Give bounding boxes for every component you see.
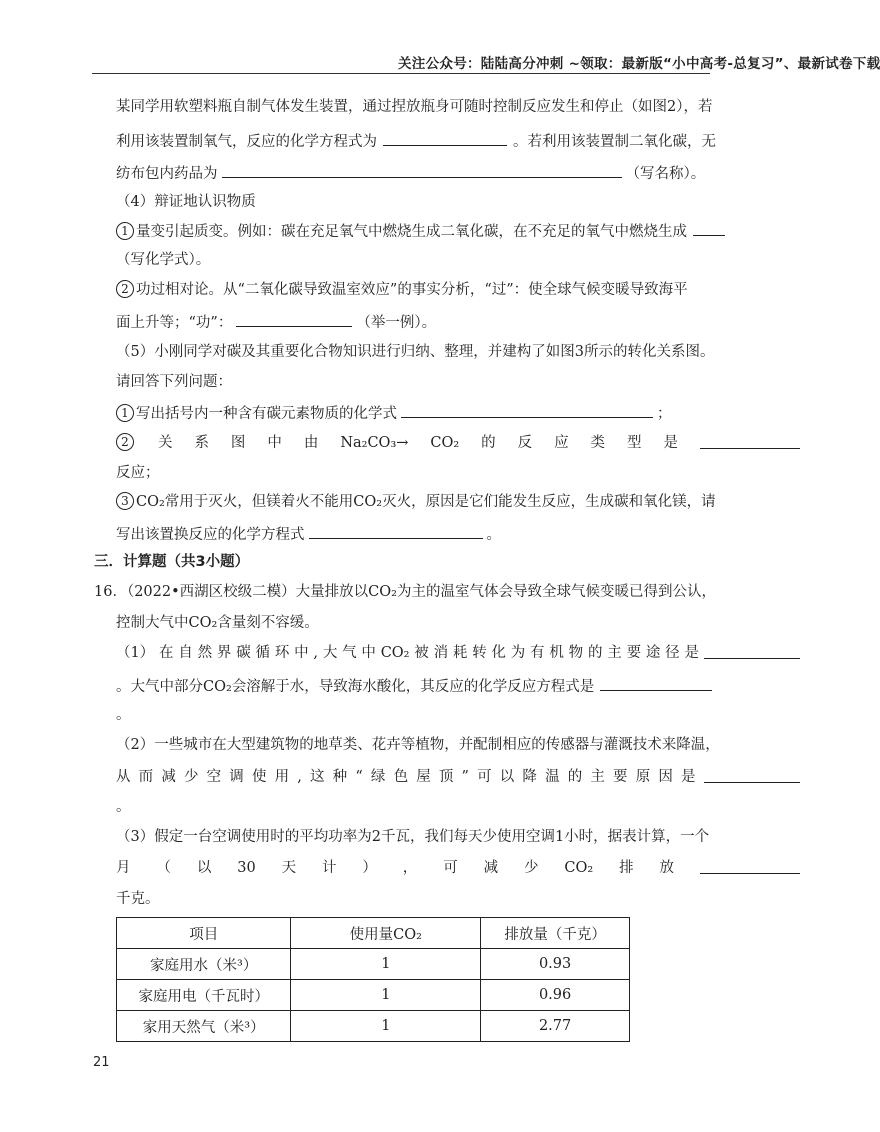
text-line: 3 CO₂常用于灭火，但镁着火不能用CO₂灭火，原因是它们能发生反应，生成碳和氧化镁，请: [116, 492, 716, 512]
table-cell: 2.77: [481, 1011, 630, 1042]
circled-number: 1: [116, 404, 134, 422]
table-header: 项目: [117, 918, 291, 949]
text-line: （2）一些城市在大型建筑物的地草类、花卉等植物，并配制相应的传感器与灌溉技术来降温，: [116, 737, 720, 753]
text-line: 反应；: [116, 465, 160, 481]
text-line: （写化学式）。: [116, 252, 211, 268]
answer-blank[interactable]: [383, 130, 507, 146]
text-line: 从 而 减 少 空 调 使 用 , 这 种 “ 绿 色 屋 顶 ” 可 以 降 温 的 主 要 原 因 是: [116, 767, 800, 787]
page-number: 21: [93, 1055, 110, 1070]
answer-blank[interactable]: [700, 858, 800, 874]
table-header: 使用量CO₂: [291, 918, 481, 949]
text-line: 某同学用软塑料瓶自制气体发生装置，通过捏放瓶身可随时控制反应发生和停止（如图2），若: [116, 99, 713, 115]
answer-blank[interactable]: [700, 433, 800, 449]
text-line: 1 写出括号内一种含有碳元素物质的化学式 ；: [116, 402, 672, 424]
section-title: 三．计算题（共3小题）: [94, 554, 250, 570]
table-cell: 1: [291, 980, 481, 1011]
answer-blank[interactable]: [693, 220, 725, 236]
answer-blank[interactable]: [704, 643, 800, 659]
question-16-stem: 16．（2022•西湖区校级二模）大量排放以CO₂为主的温室气体会导致全球气候变暖已得到公认，: [94, 584, 716, 600]
answer-blank[interactable]: [704, 767, 800, 783]
table-header-row: [117, 918, 630, 949]
text-line: 控制大气中CO₂含量刻不容缓。: [116, 615, 319, 631]
answer-blank[interactable]: [309, 523, 483, 539]
text-line: 月 （ 以 30 天 计 ） ， 可 减 少 CO₂ 排 放: [116, 858, 800, 878]
header-divider: [92, 73, 710, 74]
emission-table: [116, 917, 630, 1042]
text-line: 2 关 系 图 中 由 Na₂CO₃→ CO₂ 的 反 应 类 型 是: [116, 433, 800, 453]
text-line: 。: [116, 707, 131, 723]
text-line: 1 量变引起质变。例如：碳在充足氧气中燃烧生成二氧化碳，在不充足的氧气中燃烧生成: [116, 220, 725, 242]
table-row: [117, 980, 630, 1011]
table-cell: 1: [291, 949, 481, 980]
text-line: （3）假定一台空调使用时的平均功率为2千瓦，我们每天少使用空调1小时，据表计算，一个: [116, 829, 710, 845]
table-cell: 家庭用水（米³）: [117, 949, 291, 980]
table-cell: 1: [291, 1011, 481, 1042]
answer-blank[interactable]: [600, 675, 712, 691]
text-line: 千克。: [116, 891, 160, 907]
circled-number: 3: [116, 492, 134, 510]
table-header: 排放量（千克）: [481, 918, 630, 949]
text-line: 面上升等；“功”： （举一例）。: [116, 311, 436, 333]
answer-blank[interactable]: [401, 402, 653, 418]
answer-blank[interactable]: [236, 311, 352, 327]
table-row: [117, 949, 630, 980]
text-line: （4）辩证地认识物质: [116, 194, 256, 210]
page-header: 关注公众号：陆陆高分冲刺 ~领取：最新版“小中高考-总复习”、最新试卷下载: [398, 56, 880, 72]
circled-number: 2: [116, 433, 134, 451]
table-cell: 家庭用电（千瓦时）: [117, 980, 291, 1011]
text-line: （5）小刚同学对碳及其重要化合物知识进行归纳、整理，并建构了如图3所示的转化关系图。: [116, 344, 715, 360]
text-line: 。大气中部分CO₂会溶解于水，导致海水酸化，其反应的化学反应方程式是: [116, 675, 712, 697]
table-cell: 0.93: [481, 949, 630, 980]
circled-number: 1: [116, 222, 134, 240]
text-line: 2 功过相对论。从“二氧化碳导致温室效应”的事实分析，“过”：使全球气候变暖导致海平: [116, 280, 688, 300]
text-line: 利用该装置制氧气，反应的化学方程式为 。若利用该装置制二氧化碳，无: [116, 130, 716, 152]
text-line: 请回答下列问题：: [116, 374, 232, 390]
table-row: [117, 1011, 630, 1042]
text-line: 写出该置换反应的化学方程式 。: [116, 523, 501, 545]
text-line: （1） 在 自 然 界 碳 循 环 中 , 大 气 中 CO₂ 被 消 耗 转 化 为 有 机 物 的 主 要 途 径 是: [116, 643, 800, 663]
table-cell: 0.96: [481, 980, 630, 1011]
table-cell: 家用天然气（米³）: [117, 1011, 291, 1042]
circled-number: 2: [116, 280, 134, 298]
text-line: 。: [116, 799, 131, 815]
answer-blank[interactable]: [222, 162, 622, 178]
text-line: 纺布包内药品为 （写名称）。: [116, 162, 705, 184]
